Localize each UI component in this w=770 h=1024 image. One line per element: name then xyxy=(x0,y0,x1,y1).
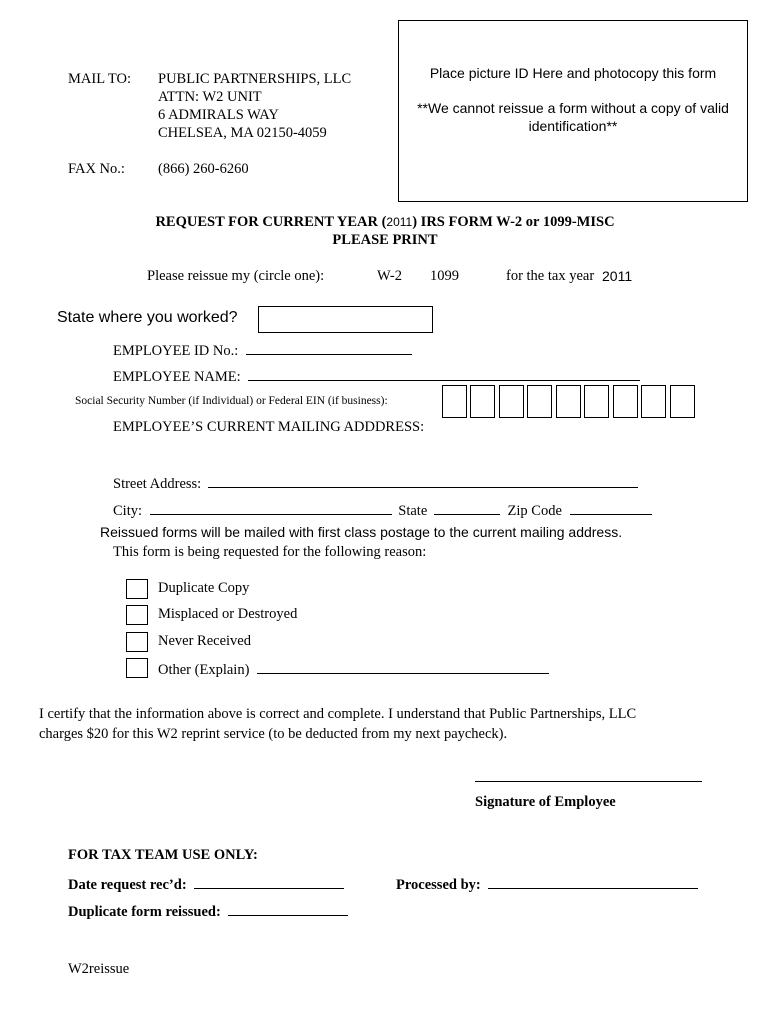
mailing-address-heading: EMPLOYEE’S CURRENT MAILING ADDDRESS: xyxy=(113,419,425,435)
ssn-digit-box[interactable] xyxy=(499,385,524,418)
ssn-digit-box[interactable] xyxy=(470,385,495,418)
processed-by-field[interactable] xyxy=(488,874,698,889)
mail-address-line-4: CHELSEA, MA 02150-4059 xyxy=(158,125,327,141)
employee-name-field[interactable] xyxy=(248,366,640,381)
date-received-field[interactable] xyxy=(194,874,344,889)
other-explain-field[interactable] xyxy=(257,659,549,674)
form-title-year: 2011 xyxy=(386,215,413,229)
mail-to-label: MAIL TO: xyxy=(68,71,131,87)
mail-address-line-2: ATTN: W2 UNIT xyxy=(158,89,262,105)
reason-intro: This form is being requested for the following reason: xyxy=(113,544,427,560)
employee-id-row xyxy=(113,340,412,360)
zip-label: Zip Code xyxy=(507,503,562,519)
id-box-warning: **We cannot reissue a form without a copy of valid xyxy=(417,100,729,116)
reason-label-never-received: Never Received xyxy=(158,633,251,649)
reason-checkbox-never-received[interactable] xyxy=(126,632,148,652)
ssn-digit-box[interactable] xyxy=(641,385,666,418)
reissue-option-w2[interactable]: W-2 xyxy=(377,268,402,284)
mail-address-line-1: PUBLIC PARTNERSHIPS, LLC xyxy=(158,71,352,87)
state-field[interactable] xyxy=(434,500,500,515)
employee-id-field[interactable] xyxy=(246,340,412,355)
tax-year-value: 2011 xyxy=(602,268,633,284)
reason-checkbox-duplicate[interactable] xyxy=(126,579,148,599)
ssn-digit-box[interactable] xyxy=(556,385,581,418)
ssn-digit-box[interactable] xyxy=(584,385,609,418)
reason-other-row xyxy=(158,659,549,679)
city-row xyxy=(113,500,652,520)
city-field[interactable] xyxy=(150,500,392,515)
fax-label: FAX No.: xyxy=(68,161,125,177)
state-worked-input[interactable] xyxy=(258,306,433,333)
employee-name-label: EMPLOYEE NAME: xyxy=(113,369,241,385)
employee-id-label: EMPLOYEE ID No.: xyxy=(113,343,239,359)
processed-by-row xyxy=(396,874,698,894)
reissue-label: Please reissue my (circle one): xyxy=(147,268,325,284)
state-field-label: State xyxy=(398,503,428,519)
please-print: PLEASE PRINT xyxy=(332,232,438,248)
state-worked-label: State where you worked? xyxy=(57,309,238,326)
certify-text-line-2: charges $20 for this W2 reprint service (to be deducted from my next paycheck). xyxy=(39,726,508,742)
fax-number: (866) 260-6260 xyxy=(158,161,249,177)
street-label: Street Address: xyxy=(113,476,202,492)
ssn-label: Social Security Number (if Individual) or Federal EIN (if business): xyxy=(75,395,388,407)
reason-label-duplicate: Duplicate Copy xyxy=(158,580,250,596)
employee-name-row xyxy=(113,366,640,386)
mail-notice: Reissued forms will be mailed with first class postage to the current mailing address. xyxy=(100,524,623,540)
street-row xyxy=(113,473,638,493)
tax-year-label: for the tax year xyxy=(506,268,595,284)
city-label: City: xyxy=(113,503,143,519)
tax-team-heading: FOR TAX TEAM USE ONLY: xyxy=(68,847,258,863)
form-title: REQUEST FOR CURRENT YEAR (2011) IRS FORM W-2 or 1099-MISC xyxy=(155,214,615,230)
reason-checkbox-other[interactable] xyxy=(126,658,148,678)
street-field[interactable] xyxy=(208,473,638,488)
ssn-digit-box[interactable] xyxy=(670,385,695,418)
reissue-option-1099[interactable]: 1099 xyxy=(430,268,459,284)
mail-address-line-3: 6 ADMIRALS WAY xyxy=(158,107,279,123)
date-received-label: Date request rec’d: xyxy=(68,877,187,893)
duplicate-reissued-row xyxy=(68,901,348,921)
id-box-warning-cont: identification** xyxy=(528,118,618,134)
reason-label-misplaced: Misplaced or Destroyed xyxy=(158,606,298,622)
zip-field[interactable] xyxy=(570,500,652,515)
certify-text-line-1: I certify that the information above is correct and complete. I understand that Public Partnerships, LLC xyxy=(39,706,637,722)
form-code-footer: W2reissue xyxy=(68,961,130,977)
processed-by-label: Processed by: xyxy=(396,877,481,893)
signature-label: Signature of Employee xyxy=(475,794,616,810)
id-box-instruction: Place picture ID Here and photocopy this form xyxy=(429,65,717,81)
reason-label-other: Other (Explain) xyxy=(158,662,250,678)
signature-line[interactable] xyxy=(475,781,702,782)
reason-checkbox-misplaced[interactable] xyxy=(126,605,148,625)
date-received-row xyxy=(68,874,344,894)
ssn-digit-box[interactable] xyxy=(613,385,638,418)
duplicate-reissued-label: Duplicate form reissued: xyxy=(68,904,221,920)
picture-id-box xyxy=(398,20,748,202)
duplicate-reissued-field[interactable] xyxy=(228,901,348,916)
ssn-digit-box[interactable] xyxy=(527,385,552,418)
ssn-digit-box[interactable] xyxy=(442,385,467,418)
